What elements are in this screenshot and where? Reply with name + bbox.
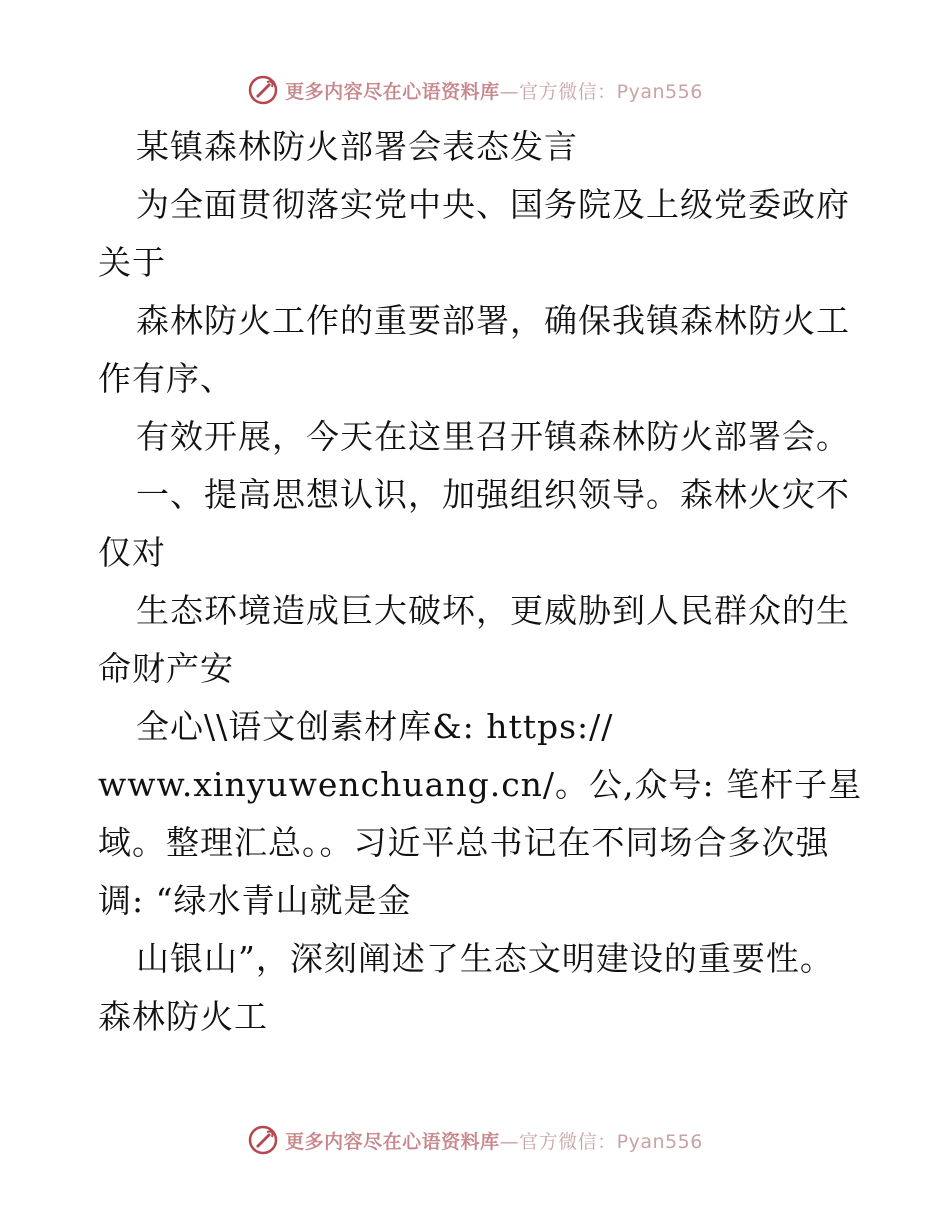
text-line: 仅对 [98,533,166,572]
text-line: 生态环境造成巨大破坏，更威胁到人民群众的生 [136,591,850,630]
text-line: 命财产安 [98,649,234,688]
text-line: 作有序、 [98,359,234,398]
footer-watermark-text [285,1127,703,1154]
footer-watermark [0,1120,950,1160]
footer-watermark-suffix: —官方微信：Pyan556 [499,1130,703,1153]
feather-pen-logo-icon [247,74,279,106]
feather-pen-logo-icon [247,1124,279,1156]
footer-watermark-main: 更多内容尽在心语资料库 [285,1130,500,1153]
text-line: 山银山”，深刻阐述了生态文明建设的重要性。 [136,939,834,978]
text-line: 为全面贯彻落实党中央、国务院及上级党委政府 [136,185,850,224]
header-watermark-text [285,77,703,104]
header-watermark-suffix: —官方微信：Pyan556 [499,80,703,103]
text-line: 调: “绿水青山就是金 [98,881,412,920]
text-line: 森林防火工 [98,997,268,1036]
text-line: www.xinyuwenchuang.cn/。公,众号: 笔杆子星 [98,765,863,804]
header-watermark-main: 更多内容尽在心语资料库 [285,80,500,103]
text-line: 一、提高思想认识，加强组织领导。森林火灾不 [136,475,850,514]
text-line: 有效开展，今天在这里召开镇森林防火部署会。 [136,417,850,456]
header-watermark [0,70,950,110]
text-line: 全心\\语文创素材库&: https:// [136,707,614,746]
text-line: 森林防火工作的重要部署，确保我镇森林防火工 [136,301,850,340]
text-line: 关于 [98,243,166,282]
document-body [98,118,863,1046]
text-line: 域。整理汇总。。习近平总书记在不同场合多次强 [98,823,830,862]
document-title: 某镇森林防火部署会表态发言 [136,127,578,166]
